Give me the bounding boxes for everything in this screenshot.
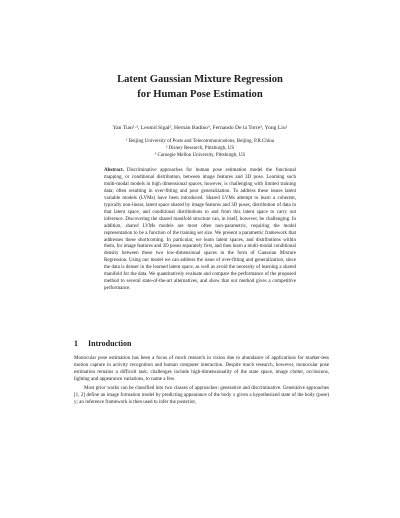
intro-paragraph-2: Most prior works can be classified into two classes of approaches: generative and discriminative. Generative approaches [1, 2] define an image formation model by predicting appearance of the body x given a hypothesized state of the body (pose) y; an inference framework is then used to infer the posterior,: [74, 385, 329, 406]
title-line-1: Latent Gaussian Mixture Regression: [117, 74, 283, 85]
section-heading: [74, 339, 131, 348]
paper-title: [0, 72, 400, 102]
affiliation-2: ² Disney Research, Pittsburgh, US: [165, 146, 235, 152]
affiliation-3: ³ Carnegie Mellon University, Pittsburgh, US: [154, 153, 246, 159]
section-title: Introduction: [88, 339, 132, 348]
affiliations: [40, 138, 360, 160]
abstract-text: Discriminative approaches for human pose estimation model the functional mapping, or conditional distribution, between image features and 3D pose. Learning such multi-modal models in high dimensional spaces, however, is challenging with limited training data; often resulting in over-fitting and poor generalization. To address these issues latent variable models (LVMs) have been introduced. Shared LVMs attempt to learn a coherent, typically non-linear, latent space shared by image features and 3D poses, distribution of data in that latent space, and conditional distributions to and from this latent space to carry out inference. Discovering the shared manifold structure can, in itself, however, be challenging. In addition, shared LVMs models are most often non-parametric, requiring the model representation to be a function of the training set size. We present a parametric framework that addresses these shortcoming. In particular, we learn latent spaces, and distributions within them, for image features and 3D poses separately first, and then learn a multi-modal conditional density between these two low-dimensional spaces in the form of Gaussian Mixture Regression. Using our model we can address the issue of over-fitting and generalization, since the data is denser in the learned latent space, as well as avoid the necessity of learning a shared manifold for the data. We quantitatively evaluate and compare the performance of the proposed method to several state-of-the-art alternatives, and show that our method gives a competitive performance.: [104, 168, 296, 292]
abstract: [104, 168, 296, 293]
intro-paragraph-1: Monocular pose estimation has been a focus of much research in vision due to abundance of applications for marker-less motion capture in activity recognition and human computer interaction. Despite much research, however, monocular pose estimation remains a difficult task; challenges include high-dimensionality of the state space, image clutter, occlusions, lighting and appearance variations, to name a few.: [74, 355, 329, 383]
section-number: 1: [74, 339, 78, 348]
abstract-label: Abstract.: [104, 168, 124, 173]
author-list: Yan Tian¹·³, Leonid Sigal², Hernán Badino³, Fernando De la Torre³, Yong Liu¹: [112, 125, 288, 131]
title-line-2: for Human Pose Estimation: [137, 89, 263, 100]
intro-body: [74, 355, 329, 409]
affiliation-1: ¹ Beijing University of Posts and Telecommunications, Beijing, P.R.China: [126, 139, 274, 144]
